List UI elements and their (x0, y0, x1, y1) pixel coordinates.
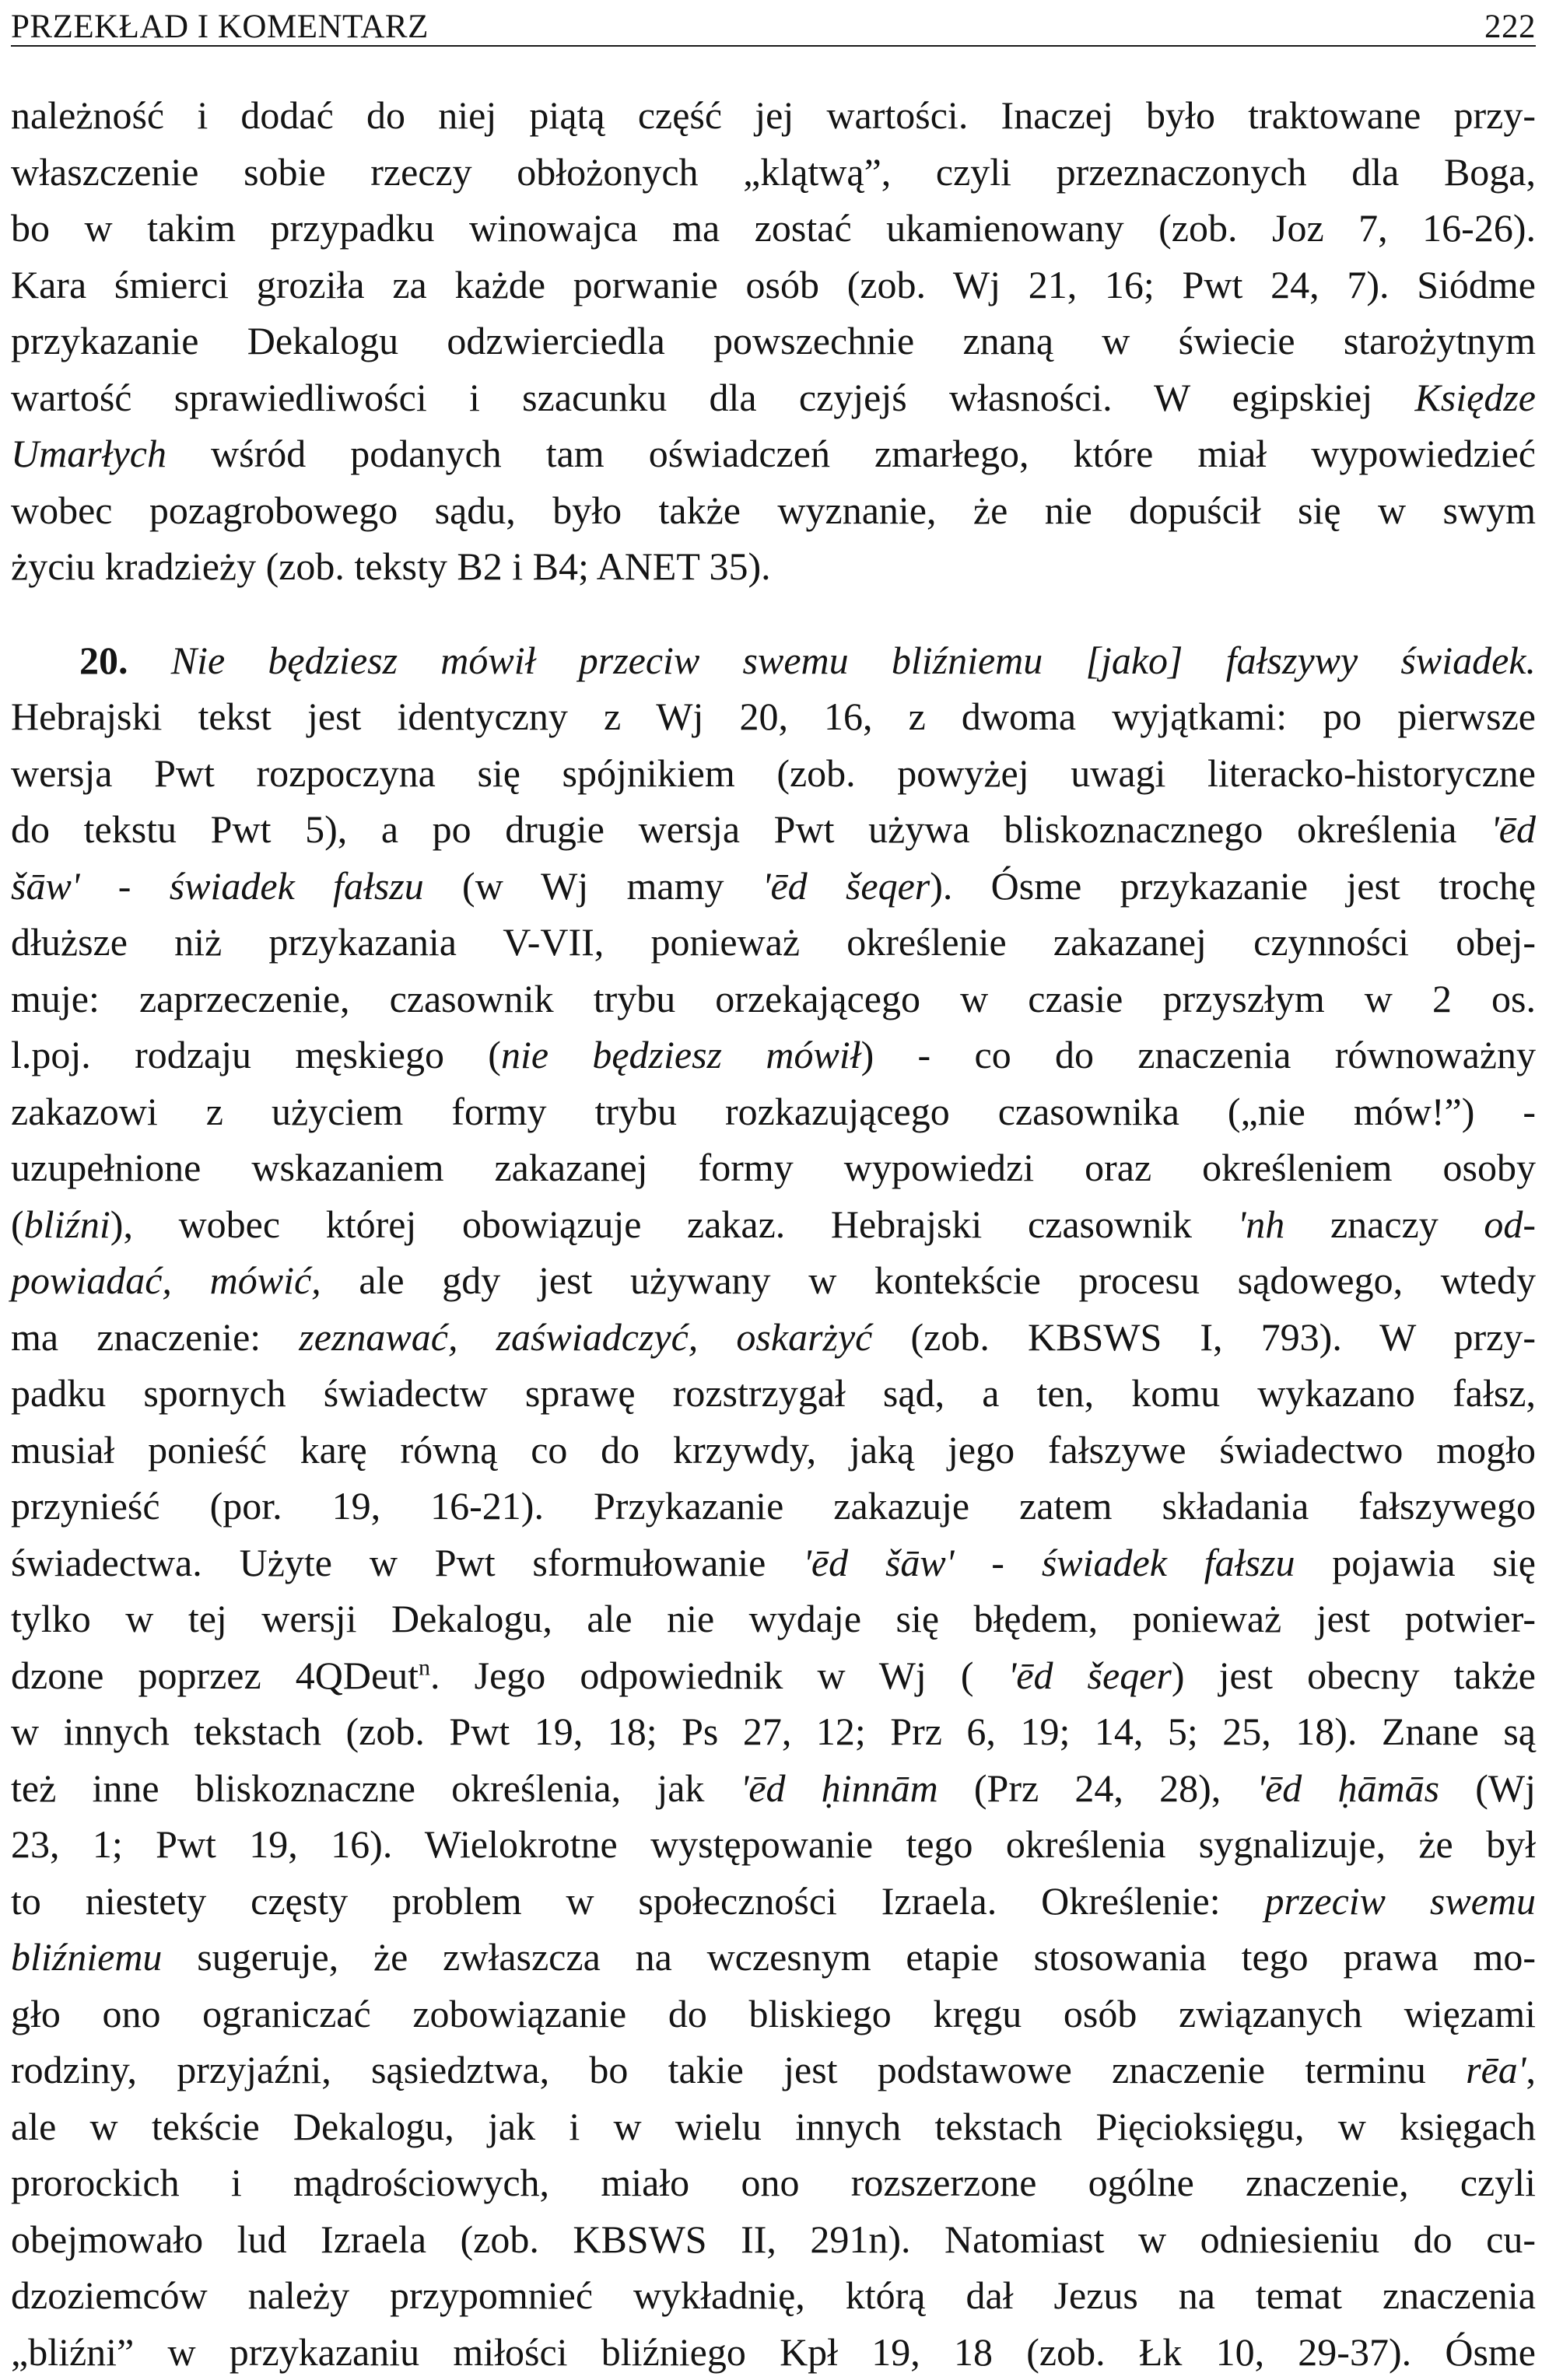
section-title: PRZEKŁAD I KOMENTARZ (11, 8, 429, 47)
text-line: tylko w tej wersji Dekalogu, ale nie wydaje się błędem, ponieważ jest potwier- (11, 1591, 1536, 1647)
text-line: wobec pozagrobowego sądu, było także wyznanie, że nie dopuścił się w swym (11, 482, 1536, 539)
text-run: ma znaczenie: (11, 1315, 299, 1359)
text-line (11, 1309, 1536, 1366)
text-line: zakazowi z użyciem formy trybu rozkazującego czasownika („nie mów!”) - (11, 1083, 1536, 1140)
text-line: przynieść (por. 19, 16-21). Przykazanie zakazuje zatem składania fałszywego (11, 1478, 1536, 1535)
italic-run: zeznawać, zaświadczyć, oskarżyć (299, 1315, 872, 1359)
italic-run: Księdze (1414, 376, 1536, 419)
text-run: , (1526, 2048, 1537, 2091)
text-run: (zob. KBSWS I, 793). W przy- (872, 1315, 1536, 1359)
italic-run: 'ēd (1491, 807, 1536, 851)
text-line: bo w takim przypadku winowajca ma zostać ukamienowany (zob. Joz 7, 16-26). (11, 200, 1536, 257)
text-line: prorockich i mądrościowych, miało ono rozszerzone ogólne znaczenie, czyli (11, 2154, 1536, 2211)
text-line: padku spornych świadectw sprawę rozstrzygał sąd, a ten, komu wykazano fałsz, (11, 1365, 1536, 1422)
text-line: dzoziemców należy przypomnieć wykładnię, którą dał Jezus na temat znaczenia (11, 2267, 1536, 2324)
text-line (11, 2042, 1536, 2098)
text-run: . Jego odpowiednik w Wj ( (430, 1654, 1008, 1697)
verse-heading-line (11, 632, 1536, 689)
running-head (11, 3, 1536, 47)
text-line: należność i dodać do niej piątą część jej wartości. Inaczej było traktowane przy- (11, 87, 1536, 144)
italic-run: bliźniemu (11, 1935, 162, 1979)
italic-run: nie będziesz mówił (501, 1033, 861, 1076)
text-line: 23, 1; Pwt 19, 16). Wielokrotne występowanie tego określenia sygnalizuje, że był (11, 1816, 1536, 1873)
text-line: Hebrajski tekst jest identyczny z Wj 20, 16, z dwoma wyjątkami: po pierwsze (11, 688, 1536, 745)
text-line (11, 1873, 1536, 1930)
verse-commentary-20 (11, 632, 1536, 2380)
text-run: (Wj (1439, 1766, 1536, 1810)
text-line (11, 369, 1536, 426)
text-run: do tekstu Pwt 5), a po drugie wersja Pwt używa bliskoznacznego określenia (11, 807, 1491, 851)
text-line (11, 1929, 1536, 1986)
text-run: sugeruje, że zwłaszcza na wczesnym etapie stosowania tego prawa mo- (162, 1935, 1536, 1979)
text-line: przykazanie Dekalogu odzwierciedla powszechnie znaną w świecie starożytnym (11, 313, 1536, 369)
text-line: uzupełnione wskazaniem zakazanej formy wypowiedzi oraz określeniem osoby (11, 1139, 1536, 1196)
text-run: ). Ósme przykazanie jest trochę (930, 864, 1536, 908)
italic-run: rēa' (1466, 2048, 1526, 2091)
text-line (11, 1196, 1536, 1253)
text-run: pojawia się (1295, 1541, 1536, 1584)
text-run: wśród podanych tam oświadczeń zmarłego, które miał wypowiedzieć (166, 432, 1536, 475)
text-run: dzone poprzez 4QDeut (11, 1654, 419, 1697)
text-run: wartość sprawiedliwości i szacunku dla czyjejś własności. W egipskiej (11, 376, 1414, 419)
text-run: rodziny, przyjaźni, sąsiedztwa, bo takie jest podstawowe znaczenie terminu (11, 2048, 1466, 2091)
text-line: dłuższe niż przykazania V-VII, ponieważ określenie zakazanej czynności obej- (11, 914, 1536, 971)
text-line (11, 801, 1536, 858)
text-line (11, 1535, 1536, 1591)
text-line (11, 1647, 1536, 1704)
italic-run: 'ēd ḥāmās (1256, 1766, 1439, 1810)
italic-run: od- (1484, 1202, 1536, 1246)
italic-run: przeciw swemu (1264, 1879, 1536, 1923)
verse-number: 20. (79, 639, 128, 682)
superscript: n (419, 1654, 430, 1680)
text-line (11, 1760, 1536, 1817)
italic-run: Umarłych (11, 432, 166, 475)
text-run: ( (11, 1202, 24, 1246)
text-run: (Prz 24, 28), (938, 1766, 1257, 1810)
text-line: w innych tekstach (zob. Pwt 19, 18; Ps 27, 12; Prz 6, 19; 14, 5; 25, 18). Znane są (11, 1703, 1536, 1760)
italic-run: 'ēd ḥinnām (741, 1766, 938, 1810)
text-line: musiał ponieść karę równą co do krzywdy, jaką jego fałszywe świadectwo mogło (11, 1422, 1536, 1479)
text-line: Kara śmierci groziła za każde porwanie osób (zob. Wj 21, 16; Pwt 24, 7). Siódme (11, 257, 1536, 313)
text-line: życiu kradzieży (zob. teksty B2 i B4; ANET 35). (11, 538, 1536, 595)
verse-heading: Nie będziesz mówił przeciw swemu bliźniemu [jako] fałszywy świadek. (171, 639, 1536, 682)
text-run: ) - co do znaczenia równoważny (861, 1033, 1536, 1076)
text-run: l.poj. rodzaju męskiego ( (11, 1033, 501, 1076)
italic-run: 'ēd šeqer (1008, 1654, 1172, 1697)
text-run: (w Wj mamy (424, 864, 762, 908)
text-line (11, 1027, 1536, 1083)
text-line: gło ono ograniczać zobowiązanie do bliskiego kręgu osób związanych więzami (11, 1986, 1536, 2042)
text-run: ), wobec której obowiązuje zakaz. Hebrajski czasownik (110, 1202, 1238, 1246)
page-number: 222 (1484, 8, 1536, 47)
text-run: świadectwa. Użyte w Pwt sformułowanie (11, 1541, 803, 1584)
italic-run: šāw' - świadek fałszu (11, 864, 424, 908)
italic-run: 'ēd šāw' - świadek fałszu (803, 1541, 1295, 1584)
text-line: „bliźni” w przykazaniu miłości bliźniego Kpł 19, 18 (zob. Łk 10, 29-37). Ósme (11, 2324, 1536, 2380)
paragraph-continuation (11, 87, 1536, 595)
text-line (11, 858, 1536, 915)
text-line: obejmowało lud Izraela (zob. KBSWS II, 291n). Natomiast w odniesieniu do cu- (11, 2211, 1536, 2268)
text-run: też inne bliskoznaczne określenia, jak (11, 1766, 741, 1810)
text-line: ale w tekście Dekalogu, jak i w wielu innych tekstach Pięcioksięgu, w księgach (11, 2098, 1536, 2155)
paragraph-gap (11, 595, 1536, 632)
italic-run: bliźni (24, 1202, 110, 1246)
text-run: to niestety częsty problem w społeczności Izraela. Określenie: (11, 1879, 1264, 1923)
text-line: wersja Pwt rozpoczyna się spójnikiem (zob. powyżej uwagi literacko-historyczne (11, 745, 1536, 802)
text-line (11, 1252, 1536, 1309)
italic-run: 'ēd šeqer (762, 864, 930, 908)
text-run: ale gdy jest używany w kontekście procesu sądowego, wtedy (321, 1258, 1536, 1302)
body-text (11, 87, 1536, 2380)
italic-run: 'nh (1238, 1202, 1285, 1246)
header-rule (11, 45, 1536, 47)
text-run: ) jest obecny także (1172, 1654, 1536, 1697)
italic-run: powiadać, mówić, (11, 1258, 321, 1302)
text-line: muje: zaprzeczenie, czasownik trybu orzekającego w czasie przyszłym w 2 os. (11, 971, 1536, 1027)
text-line: właszczenie sobie rzeczy obłożonych „klątwą”, czyli przeznaczonych dla Boga, (11, 144, 1536, 201)
text-line (11, 425, 1536, 482)
text-run: znaczy (1284, 1202, 1484, 1246)
